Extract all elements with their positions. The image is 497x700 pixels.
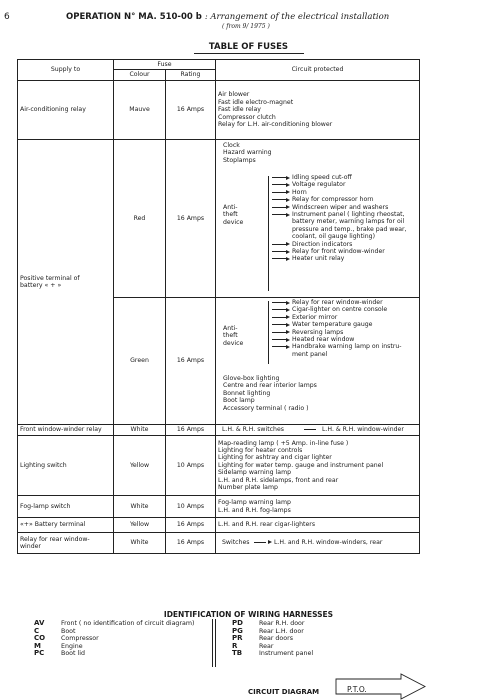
circuit-item: Number plate lamp — [218, 484, 278, 492]
circuit-cell — [216, 533, 420, 554]
circuit-item: Fast idle electro-magnet — [218, 98, 294, 106]
arrow-icon — [272, 177, 287, 178]
circuit-item: Stoplamps — [223, 156, 256, 164]
arrow-icon — [272, 207, 287, 208]
table-row — [18, 425, 420, 436]
list-item: PD Rear R.H. door — [232, 619, 305, 627]
circuit-item: Hazard warning — [223, 149, 272, 157]
list-item: R Rear — [232, 641, 274, 650]
circuit-item: Clock — [223, 142, 240, 149]
circuit-item: L.H. and R.H. fog-lamps — [218, 506, 291, 514]
table-row — [18, 81, 420, 140]
rating-cell: 16 Amps — [166, 518, 216, 533]
operation-description: : Arrangement of the electrical installation — [204, 12, 390, 22]
arrow-icon — [272, 184, 287, 185]
window-winder-label: L.H. & R.H. window-winder — [322, 426, 404, 433]
circuit-item: Relay for compressor horn — [272, 196, 407, 203]
circuit-item: Horn — [272, 189, 407, 196]
arrow-icon — [272, 251, 287, 252]
circuit-cell — [216, 298, 420, 425]
colour-cell: Yellow — [114, 436, 166, 496]
arrow-icon — [272, 317, 287, 318]
table-row — [18, 140, 420, 298]
header-colour: Colour — [114, 70, 166, 81]
circuit-item: Instrument panel ( lighting rheostat, — [272, 211, 407, 218]
colour-cell: White — [114, 425, 166, 436]
list-item: PC Boot lid — [34, 649, 85, 658]
list-item: PR Rear doors — [232, 634, 293, 643]
circuit-item: Reversing lamps — [272, 329, 402, 336]
arrow-icon — [272, 332, 287, 333]
arrow-icon — [272, 309, 287, 310]
supply-cell: «+» Battery terminal — [18, 518, 114, 533]
page-header — [66, 12, 389, 22]
header-subtitle: ( from 9/ 1975 ) — [222, 23, 270, 30]
circuit-item: Centre and rear interior lamps — [223, 382, 317, 390]
circuit-item: Idling speed cut-off — [272, 174, 407, 181]
arrow-icon — [254, 542, 266, 543]
list-item: AV Front ( no identification of circuit diagram) — [34, 619, 195, 627]
supply-line: Relay for rear window- — [20, 535, 90, 543]
supply-cell: Air-conditioning relay — [18, 81, 114, 140]
circuit-cell — [216, 81, 420, 140]
switches-label: Switches — [222, 539, 250, 546]
rating-cell: 16 Amps — [166, 81, 216, 140]
supply-cell: Fog-lamp switch — [18, 496, 114, 518]
colour-cell: Red — [114, 140, 166, 298]
supply-cell — [18, 140, 114, 425]
rating-cell: 16 Amps — [166, 533, 216, 554]
table-row — [18, 518, 420, 533]
circuit-item: Cigar-lighter on centre console — [272, 306, 402, 313]
circuit-diagram-label: CIRCUIT DIAGRAM — [248, 688, 320, 696]
circuit-item: Relay for front window-winder — [272, 248, 407, 255]
arrow-icon — [272, 339, 287, 340]
circuit-item: Handbrake warning lamp on instru- — [272, 343, 402, 350]
circuit-item: Compressor clutch — [218, 113, 276, 121]
harness-divider — [212, 619, 216, 667]
header-fuse: Fuse — [114, 60, 216, 70]
circuit-item: coolant, oil gauge lighting) — [292, 233, 375, 241]
circuit-item: Lighting for water temp. gauge and instrument panel — [218, 461, 384, 469]
harness-list-right — [232, 620, 313, 658]
connector-line — [268, 301, 269, 364]
operation-number: OPERATION N° MA. 510-00 b — [66, 12, 202, 22]
circuit-item: ment panel — [292, 350, 328, 358]
arrow-icon — [304, 429, 316, 430]
arrow-head-icon — [268, 540, 272, 544]
circuit-item: Bonnet lighting — [223, 389, 271, 397]
anti-theft-label: Anti- theft device — [223, 325, 244, 347]
header-supply: Supply to — [18, 60, 114, 81]
colour-cell: White — [114, 533, 166, 554]
rating-cell: 16 Amps — [166, 425, 216, 436]
window-winder-label: L.H. and R.H. window-winders, rear — [274, 539, 383, 546]
rating-cell: 10 Amps — [166, 496, 216, 518]
circuit-cell — [216, 496, 420, 518]
circuit-item: Map-reading lamp ( +5 Amp. in-line fuse ) — [218, 439, 349, 447]
colour-cell: White — [114, 496, 166, 518]
circuit-item: Windscreen wiper and washers — [272, 204, 407, 211]
circuit-item: L.H. and R.H. sidelamps, front and rear — [218, 476, 339, 484]
circuit-item: Air blower — [218, 91, 250, 99]
supply-line: winder — [20, 543, 41, 550]
list-item: M Engine — [34, 641, 83, 650]
arrow-icon — [272, 192, 287, 193]
supply-line: Positive terminal of — [20, 274, 80, 282]
circuit-item: pressure and temp., brake pad wear, — [292, 225, 407, 233]
supply-cell — [18, 533, 114, 554]
arrow-icon — [272, 258, 287, 259]
rating-cell: 10 Amps — [166, 436, 216, 496]
circuit-item: Fast idle relay — [218, 106, 261, 114]
circuit-cell: L.H. and R.H. rear cigar-lighters — [216, 518, 420, 533]
list-item: CO Compressor — [34, 634, 99, 643]
table-header-row — [18, 60, 420, 70]
circuit-item: Direction indicators — [272, 241, 407, 248]
harness-title: IDENTIFICATION OF WIRING HARNESSES — [163, 610, 334, 619]
rating-cell: 16 Amps — [166, 298, 216, 425]
table-row — [18, 496, 420, 518]
circuit-item: Voltage regulator — [272, 181, 407, 188]
circuit-cell — [216, 436, 420, 496]
circuit-item: Boot lamp — [223, 397, 255, 405]
arrow-icon — [272, 244, 287, 245]
table-row — [18, 436, 420, 496]
pto-label: P.T.O. — [347, 685, 367, 694]
supply-cell: Lighting switch — [18, 436, 114, 496]
arrow-icon — [272, 199, 287, 200]
anti-theft-label: Anti- theft device — [223, 204, 244, 226]
circuit-cell — [216, 425, 420, 436]
circuit-item: Lighting for heater controls — [218, 446, 303, 454]
colour-cell: Yellow — [114, 518, 166, 533]
header-rating: Rating — [166, 70, 216, 81]
arrow-icon — [272, 346, 287, 347]
header-circuit: Circuit protected — [216, 60, 420, 81]
circuit-item: Fog-lamp warning lamp — [218, 499, 291, 507]
colour-cell: Mauve — [114, 81, 166, 140]
switches-label: L.H. & R.H. switches — [222, 426, 284, 433]
circuit-item: Lighting for ashtray and cigar lighter — [218, 454, 332, 462]
arrow-icon — [272, 302, 287, 303]
arrow-icon — [272, 324, 287, 325]
circuit-item: Relay for L.H. air-conditioning blower — [218, 121, 333, 129]
circuit-item: battery meter, warning lamps for oil — [292, 218, 405, 226]
harness-list-left — [34, 620, 194, 658]
connector-line — [268, 176, 269, 291]
circuit-item: Glove-box lighting — [223, 375, 280, 382]
circuit-item: Water temperature gauge — [272, 321, 402, 328]
arrow-list — [272, 174, 407, 263]
fuse-table — [17, 59, 420, 554]
circuit-cell — [216, 140, 420, 298]
circuit-item: Exterior mirror — [272, 314, 402, 321]
colour-cell: Green — [114, 298, 166, 425]
supply-cell: Front window-winder relay — [18, 425, 114, 436]
circuit-item: Heater unit relay — [272, 255, 407, 262]
page-number: 6 — [4, 12, 10, 22]
circuit-item: Accessory terminal ( radio ) — [223, 404, 309, 412]
supply-line: battery « + » — [20, 282, 62, 289]
arrow-list — [272, 299, 402, 358]
title-underline — [194, 53, 304, 54]
circuit-item: Heated rear window — [272, 336, 402, 343]
list-item: PG Rear L.H. door — [232, 626, 304, 635]
circuit-item: Sidelamp warning lamp — [218, 469, 292, 477]
arrow-icon — [272, 214, 287, 215]
list-item: TB Instrument panel — [232, 649, 314, 658]
list-item: C Boot — [34, 626, 76, 635]
circuit-item: Relay for rear window-winder — [272, 299, 402, 306]
table-title: TABLE OF FUSES — [208, 42, 289, 52]
table-row — [18, 533, 420, 554]
rating-cell: 16 Amps — [166, 140, 216, 298]
